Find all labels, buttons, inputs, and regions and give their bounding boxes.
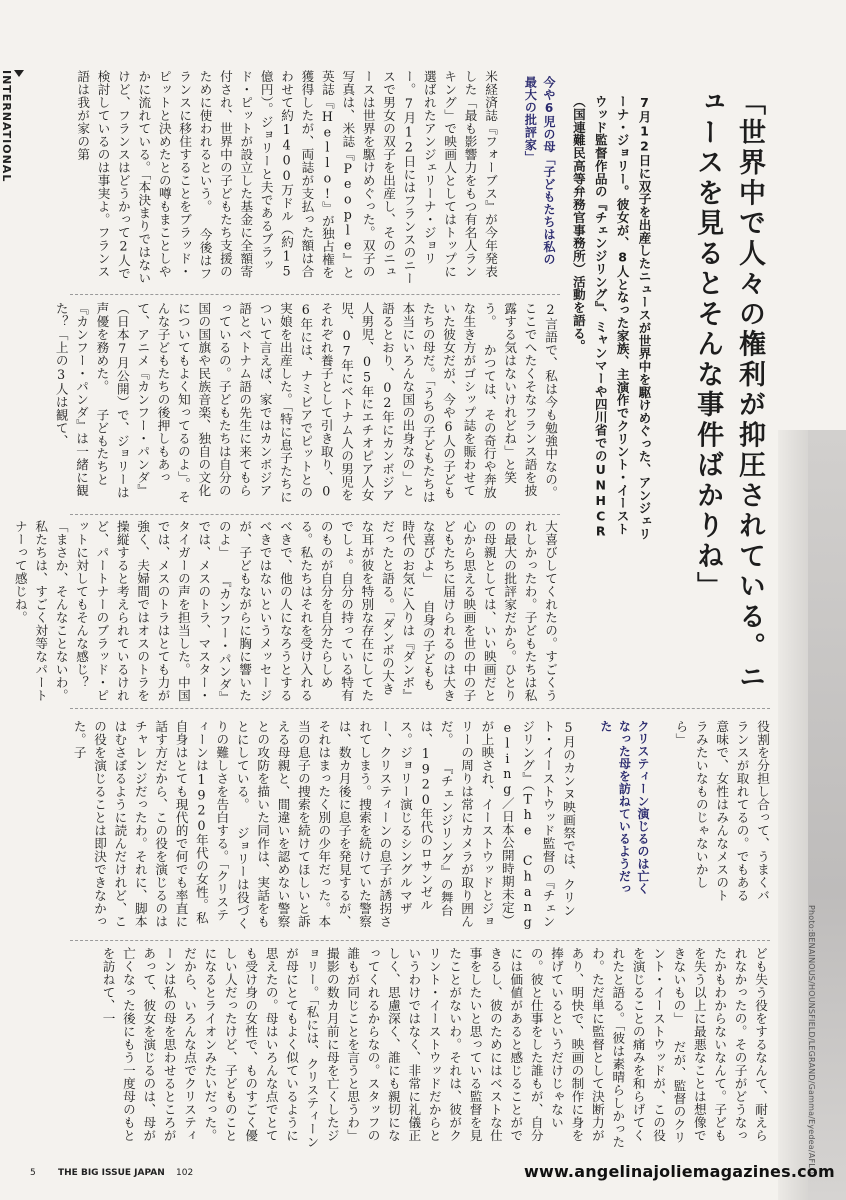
column-divider [70,940,770,941]
photo-credit: Photo:BENAINOUS/HOUNSFIELD/LEGRAND/Gamma/Eyedea/AFLO [807,905,816,1175]
page-number: 5 [30,1168,36,1178]
body-column-2: 2言語で、私は今も勉強中なの。ここでへたくそなフランス語を披露する気はないけれどね」と笑う。 かつては、その奇行や奔放な生き方がゴシップ誌を賑わせていた彼女だが、今や6人の子どもたちの母だ。「うちの子どもたちは本当にいろんな国の出身なの」と語るとおり、02年にカンボジア人男児、05年にエチオピア人女児、07年にベトナム人の男児をそれぞれ養子として引き取り、06年には、ナミビアでピットとの実娘を出産した。「特に息子たちについて言えば、家ではカンボジア語とベトナム語の先生に来てもらっているの。子どもたちは自分の国の国旗や民族音楽、独自の文化についてもよく知ってるのよ」。そんな子どもたちの後押しもあって、アニメ『カンフー・パンダ』（日本7月公開）で、ジョリーは声優を務めた。 子どもたちと『カンフー・パンダ』は一緒に観た？「上の3人は観て、 [53,302,558,504]
subhead-mother: 今や6児の母「子どもたちは私の最大の批評家」 [523,76,556,266]
watermark-link[interactable]: www.angelinajoliemagazines.com [524,1162,835,1181]
column-divider [70,294,560,295]
lead-paragraph: 7月12日に双子を出産したニュースが世界中を駆けめぐった、アンジェリーナ・ジョリー。彼女が、8人となった家族、主演作でクリント・イーストウッド監督作品の『チェンジリング』、ミャンマーや四川省でのUNHCR（国連難民高等弁務官事務所）活動を語る。 [571,95,652,541]
column-divider [70,514,560,515]
row-divider [70,708,770,709]
section-tag [0,70,26,190]
section-arrow-icon [14,70,24,77]
subhead-christine: クリスティーン演じるのは亡くなった母を訪ねているようだった [598,720,650,895]
section-label: INTERNATIONAL [0,70,13,183]
body-column-5: 5月のカンヌ映画祭では、クリント・イーストウッド監督の『チェンジリング』（The Changeling／日本公開時期未定）が上映され、イーストウッドとジョリーの周りは常にカメラが取り囲んだ。 『チェンジリング』の舞台は、1920年代のロサンゼルス。ジョリー演じるシングルマザー、クリスティーンの息子が誘拐されてしまう。捜索を続けていた警察は、数カ月後に息子を発見するが、それはまったく別の少年だった。本当の息子の捜索を続けてほしいと訴える母親と、間違いを認めない警察との攻防を描いた同作は、実話をもとにしている。 ジョリーは役づくりの難しさを告白する。「クリスティーンは1920年代の女性。私自身はとても現代的で何でも率直に話す方だから、この役を演じるのはチャレンジだったわ。それに、脚本はむさぼるように読んだけれど、この役を演じることは即決できなかった。子 [71,720,576,931]
issue-number: 102 [176,1168,194,1178]
body-column-1: 米経済誌『フォーブス』が今年発表した「最も影響力をもつ有名人ランキング」で映画人としてはトップに選ばれたアンジェリーナ・ジョリー。7月12日にはフランスのニースで男女の双子を出産し、そのニュースは世界を駆けめぐった。双子の写真は、米誌『People』と英誌『Hello!』が独占権を獲得したが、両誌が支払った額は合わせて約1400万ドル（約15億円）。ジョリーと夫であるブラッド・ピットが設立した基金に全額寄付され、世界中の子どもたち支援のために使われるという。 今後はフランスに移住することをブラッド・ピットと決めたとの噂もまことしやかに流れている。「本決まりではないけど、フランスはどうかって2人で検討しているのは事実よ。フランス語は我が家の第 [75,70,498,285]
body-column-4: 役割を分担し合って、うまくバランスが取れてるの。でもある意味で、女性はみんなメスのトラみたいなものじゃないかしら」 [673,720,770,902]
magazine-name: THE BIG ISSUE JAPAN [58,1168,165,1178]
body-column-3: 大喜びしてくれたの。すごくうれしかったわ。子どもたちは私の最大の批評家だから。ひとりの母親としては、いい映画だと心から思える映画を世の中の子どもたちに届けられるのは大きな喜びよ」 自身の子どもも時代のお気に入りは『ダンボ』だったと語る。「ダンボの大きな耳が彼を特別な存在にしてたでしょ。自分の持っている特有のものが自分を自分たらしめる。私たちはそれを受け入れるべきで、他の人になろうとするべきではないというメッセージが、子どもながらに胸に響いたのよ」 『カンフー・パンダ』では、メスのトラ、マスター・タイガーの声を担当した。中国では、メスのトラはとても力が強く、夫婦間ではオスのトラを操縦すると考えられているけれど、パートナーのブラッド・ピットに対してもそんな感じ？「まさか、そんなことないわ。私たちは、すごく対等なパートナーって感じね。 [12,520,558,702]
headline: 「世界中で人々の権利が抑圧されている。ニュースを見るとそんな事件ばかりね」 [692,88,765,693]
body-column-6: ども失う役をするなんて、耐えられなかったの。その子がどうなったかもわからないなんて。子どもを失う以上に最悪なことは想像できないもの」 だが、監督のクリント・イーストウッドが、この役を演じることの痛みを和らげてくれたと語る。「彼は素晴らしかったわ。ただ単に監督として決断力があり、明快で、映画の制作に身を捧げているというだけじゃないの。彼と仕事をした誰もが、自分には価値があると感じることができるし、彼のためにはベストな仕事をしたいと思っている監督を見たことがないわ。それは、彼がクリント・イーストウッドだからというわけではなく、非常に礼儀正しく、思慮深く、誰にも親切になってくれるからなの。スタッフの誰もが同じことを言うと思うわ」 撮影の数カ月前に母を亡くしたジョリー。「私には、クリスティーンが母にとてもよく似ているように思えたの。母はいろんな点でとても受け身の女性で、ものすごく優しい人だったけど、子どものことになるとライオンみたいだった。だから、いろんな点でクリスティーンは私の母を思わせるところがあって、彼女を演じるのは、母が亡くなった後にもう一度母のもとを訪ねて、一 [100,947,768,1149]
